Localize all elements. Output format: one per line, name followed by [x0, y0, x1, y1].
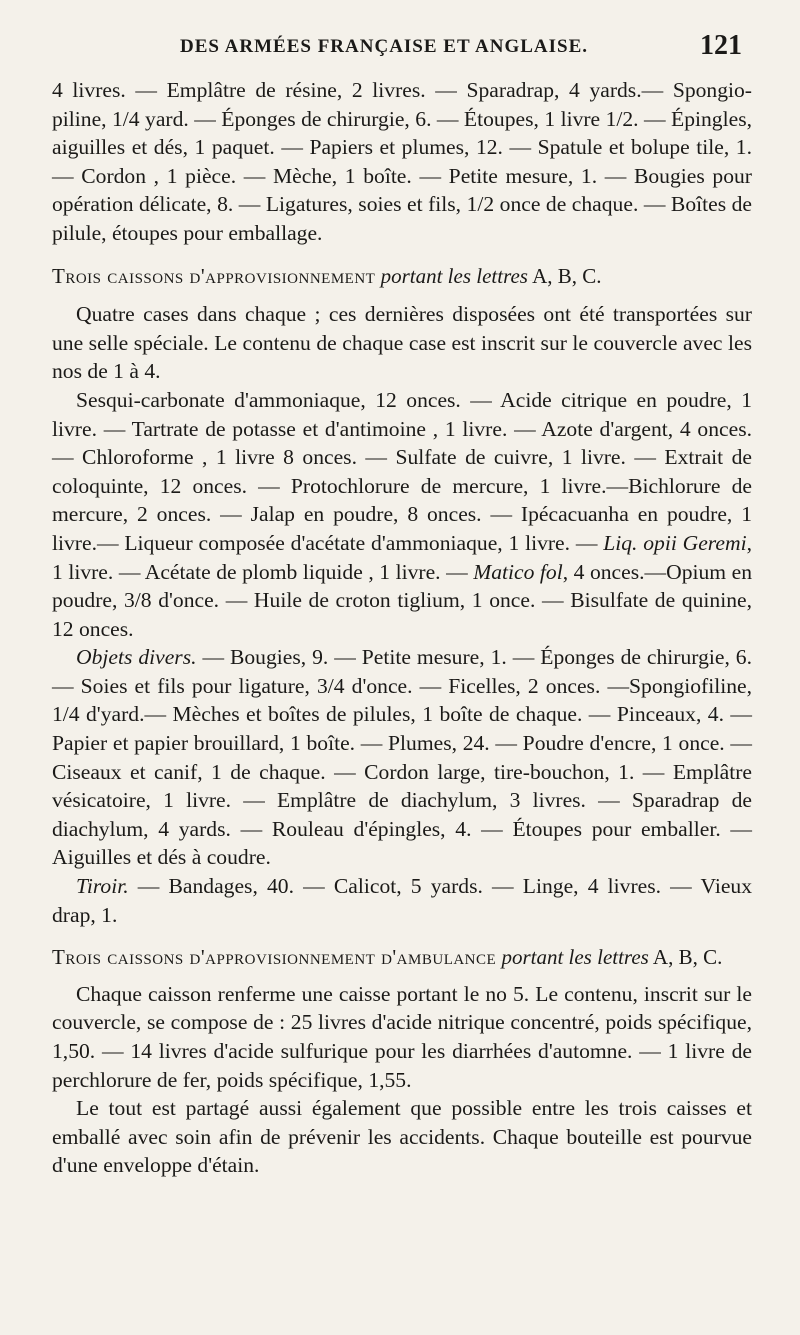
paragraph-caisson-contenu: Chaque caisson renferme une caisse portant le no 5. Le contenu, inscrit sur le couvercle, se compose de : 25 livres d'acide nitrique concentré, poids spécifique, 1,50. — 14 livres d'acide sulfurique pour les diarrhées d'automne. — 1 livre de perchlorure de fer, poids spécifique, 1,55. — [52, 981, 752, 1092]
medicaments-text-c: , 4 onces.—Opium en poudre, 3/8 d'once. — Huile de croton tiglium, 1 once. — Bisulfate de quinine, 12 onces. — [52, 559, 753, 641]
paragraph-emballage: Le tout est partagé aussi également que possible entre les trois caisses et emballé avec soin afin de prévenir les accidents. Chaque bouteille est pourvue d'une enveloppe d'étain. — [52, 1096, 752, 1178]
heading-italic: portant les lettres — [380, 263, 528, 288]
heading2-small-caps: Trois caissons d'approvisionnement d'ambulance — [52, 945, 497, 970]
heading-letters: A, B, C. — [532, 263, 602, 288]
heading2-italic: portant les lettres — [501, 945, 649, 970]
page-body — [52, 76, 752, 1180]
section-heading-ambulance — [52, 943, 752, 972]
tiroir-text: — Bandages, 40. — Calicot, 5 yards. — Linge, 4 livres. — Vieux drap, 1. — [52, 874, 752, 927]
paragraph-tiroir — [52, 872, 752, 929]
medicaments-text-a: Sesqui-carbonate d'ammoniaque, 12 onces. — Acide citrique en poudre, 1 livre. — Tartrate de potasse et d'antimoine , 1 livre. — Azote d'argent, 4 onces. — Chloroforme , 1 livre 8 onces. — Sulfate de cuivre, 1 livre. — Extrait de coloquinte, 12 onces. — Protochlorure de mercure, 1 livre.—Bichlorure de mercure, 2 onces. — Jalap en poudre, 8 onces. — Ipécacuanha en poudre, 1 livre.— Liqueur composée d'acétate d'ammoniaque, 1 livre. — — [52, 387, 752, 555]
medicaments-text-b: , 1 livre. — Acétate de plomb liquide , 1 livre. — — [52, 530, 752, 584]
paragraph-medicaments — [52, 386, 752, 643]
page-header — [0, 30, 800, 70]
heading2-letters: A, B, C. — [652, 945, 723, 970]
paragraph-cases: Quatre cases dans chaque ; ces dernières disposées ont été transportées sur une selle spéciale. Le contenu de chaque case est inscrit sur le couvercle avec les nos de 1 à 4. — [52, 302, 752, 384]
paragraph-continuation: 4 livres. — Emplâtre de résine, 2 livres. — Sparadrap, 4 yards.— Spongio-piline, 1/4 yard. — Éponges de chirurgie, 6. — Étoupes, 1 livre 1/2. — Épingles, aiguilles et dés, 1 paquet. — Papiers et plumes, 12. — Spatule et bolupe tile, 1. — Cordon , 1 pièce. — Mèche, 1 boîte. — Petite mesure, 1. — Bougies pour opération délicate, 8. — Ligatures, soies et fils, 1/2 once de chaque. — Boîtes de pilule, étoupes pour emballage. — [52, 78, 752, 245]
medicaments-italic-1: Liq. opii Geremi — [603, 530, 747, 555]
paragraph-objets-divers — [52, 643, 752, 872]
heading-small-caps: Trois caissons d'approvisionnement — [52, 263, 376, 288]
section-heading-approvisionnement — [52, 262, 752, 291]
running-head: DES ARMÉES FRANÇAISE ET ANGLAISE. — [180, 36, 588, 57]
page-number: 121 — [700, 30, 742, 61]
medicaments-italic-2: Matico fol — [473, 559, 563, 584]
objets-divers-text: — Bougies, 9. — Petite mesure, 1. — Éponges de chirurgie, 6. — Soies et fils pour ligature, 3/4 d'once. — Ficelles, 2 onces. —Spongiofiline, 1/4 d'yard.— Mèches et boîtes de pilules, 1 boîte de chaque. — Pinceaux, 4. — Papier et papier brouillard, 1 boîte. — Plumes, 24. — Poudre d'encre, 1 once. — Ciseaux et canif, 1 de chaque. — Cordon large, tire-bouchon, 1. — Emplâtre vésicatoire, 1 livre. — Emplâtre de diachylum, 3 livres. — Sparadrap de diachylum, 4 yards. — Rouleau d'épingles, 4. — Étoupes pour emballer. — Aiguilles et dés à coudre. — [52, 645, 752, 870]
objets-divers-label: Objets divers. — [76, 645, 197, 670]
tiroir-label: Tiroir. — [76, 874, 129, 899]
